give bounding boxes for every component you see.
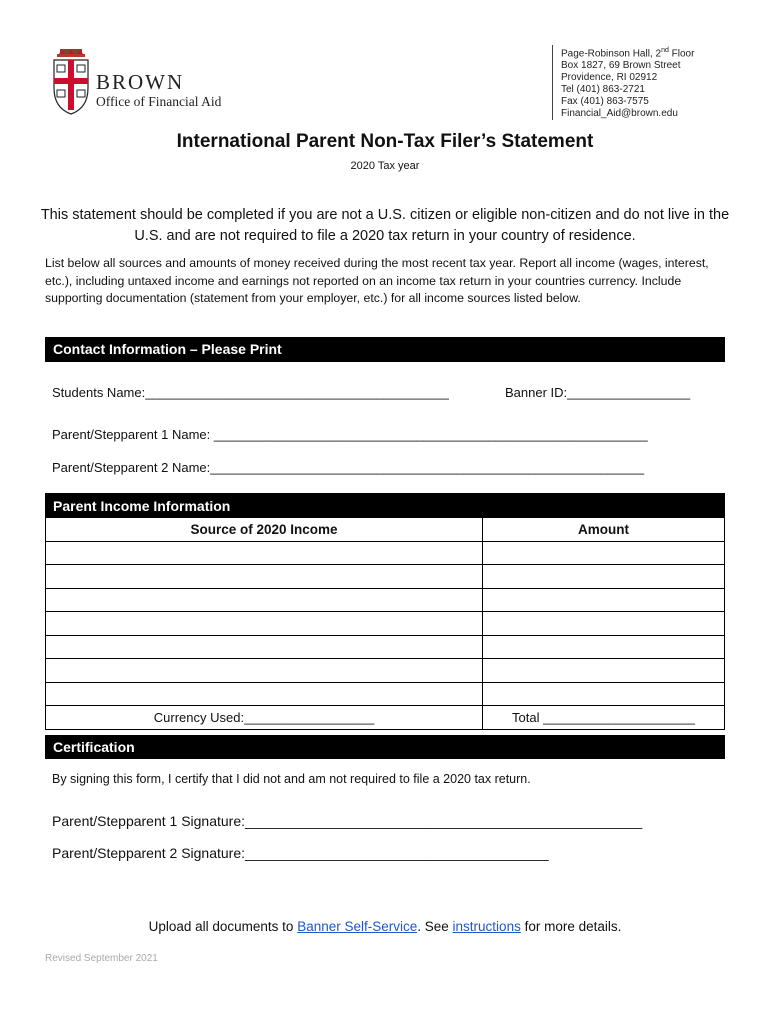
income-amount-cell[interactable] bbox=[483, 565, 725, 589]
income-amount-cell[interactable] bbox=[483, 682, 725, 706]
income-source-cell[interactable] bbox=[46, 612, 483, 636]
address-line-3: Providence, RI 02912 bbox=[561, 72, 658, 84]
banner-self-service-link[interactable]: Banner Self-Service bbox=[297, 919, 418, 934]
certification-statement: By signing this form, I certify that I did not and am not required to file a 2020 tax return. bbox=[52, 772, 531, 786]
income-table-footer bbox=[46, 706, 725, 730]
instructions-paragraph: List below all sources and amounts of money received during the most recent tax year. Report all income (wages, interest, etc.), including untaxed income and earnings not reported on an income tax return in your countries currency. Include supporting documentation (statement from your employer, etc.) for all income sources listed below. bbox=[45, 256, 709, 305]
upload-text-middle: . See bbox=[417, 919, 453, 934]
address-line-2: Box 1827, 69 Brown Street bbox=[561, 60, 681, 72]
upload-instructions bbox=[0, 919, 770, 934]
income-row bbox=[46, 612, 725, 636]
income-row bbox=[46, 682, 725, 706]
address-line-5: Fax (401) 863-7575 bbox=[561, 96, 649, 108]
address-line-6: Financial_Aid@brown.edu bbox=[561, 108, 678, 120]
income-source-cell[interactable] bbox=[46, 659, 483, 683]
income-table bbox=[45, 517, 725, 730]
currency-used-field[interactable]: Currency Used:__________________ bbox=[46, 706, 483, 730]
income-amount-cell[interactable] bbox=[483, 635, 725, 659]
student-name-field[interactable]: Students Name:__________________________________________ bbox=[52, 385, 449, 400]
income-amount-cell[interactable] bbox=[483, 541, 725, 565]
income-table-header bbox=[46, 518, 725, 542]
income-row bbox=[46, 635, 725, 659]
contact-section-header: Contact Information – Please Print bbox=[45, 337, 725, 362]
income-source-cell[interactable] bbox=[46, 682, 483, 706]
income-source-cell[interactable] bbox=[46, 635, 483, 659]
revision-note: Revised September 2021 bbox=[45, 953, 158, 964]
income-source-cell[interactable] bbox=[46, 541, 483, 565]
income-source-cell[interactable] bbox=[46, 565, 483, 589]
income-row bbox=[46, 541, 725, 565]
income-row bbox=[46, 659, 725, 683]
amount-column-header: Amount bbox=[483, 518, 725, 542]
brown-shield-logo bbox=[52, 48, 90, 116]
logo-subtitle: Office of Financial Aid bbox=[96, 94, 222, 109]
income-row bbox=[46, 565, 725, 589]
parent2-name-field[interactable]: Parent/Stepparent 2 Name:____________________________________________________________ bbox=[52, 460, 645, 475]
address-line-4: Tel (401) 863-2721 bbox=[561, 84, 645, 96]
income-amount-cell[interactable] bbox=[483, 659, 725, 683]
parent1-name-field[interactable]: Parent/Stepparent 1 Name: ____________________________________________________________ bbox=[52, 427, 648, 442]
upload-text-prefix: Upload all documents to bbox=[148, 919, 298, 934]
banner-id-field[interactable]: Banner ID:_________________ bbox=[505, 385, 691, 400]
upload-text-suffix: for more details. bbox=[520, 919, 622, 934]
income-amount-cell[interactable] bbox=[483, 588, 725, 612]
parent2-signature-field[interactable]: Parent/Stepparent 2 Signature:_______________________________________ bbox=[52, 845, 549, 861]
page-subtitle: 2020 Tax year bbox=[350, 160, 420, 172]
income-amount-cell[interactable] bbox=[483, 612, 725, 636]
address-block bbox=[552, 45, 694, 120]
intro-statement: This statement should be completed if you are not a U.S. citizen or eligible non-citizen and do not live in the U.S. and are not required to file a 2020 tax return in your country of residence. bbox=[40, 207, 730, 244]
certification-section-header: Certification bbox=[45, 735, 725, 759]
income-section-header: Parent Income Information bbox=[45, 493, 725, 517]
parent1-signature-field[interactable]: Parent/Stepparent 1 Signature:___________________________________________________ bbox=[52, 813, 643, 829]
total-field[interactable]: Total _____________________ bbox=[483, 706, 725, 730]
address-line-1: Page-Robinson Hall, 2nd Floor bbox=[561, 47, 695, 60]
source-column-header: Source of 2020 Income bbox=[46, 518, 483, 542]
instructions-link[interactable]: instructions bbox=[452, 919, 521, 934]
income-source-cell[interactable] bbox=[46, 588, 483, 612]
logo-wordmark: BROWN bbox=[96, 70, 185, 94]
income-row bbox=[46, 588, 725, 612]
page-title: International Parent Non-Tax Filer’s Statement bbox=[176, 131, 594, 152]
